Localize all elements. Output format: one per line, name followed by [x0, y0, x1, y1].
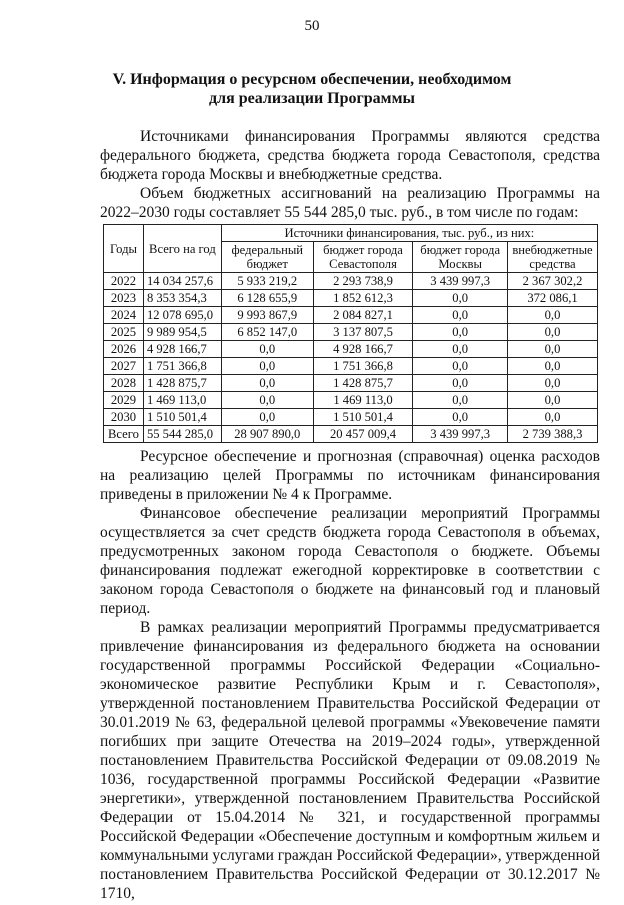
- cell-total: 9 989 954,5: [143, 324, 221, 341]
- table-row: [104, 409, 598, 426]
- cell-offbudget: 0,0: [508, 358, 598, 375]
- cell-moscow: 0,0: [413, 290, 508, 307]
- cell-sevastopol: 2 293 738,9: [313, 273, 413, 290]
- cell-year: 2024: [104, 307, 144, 324]
- page-number: 50: [304, 18, 320, 34]
- intro-block: [100, 127, 600, 222]
- table-row: [104, 358, 598, 375]
- cell-moscow: 3 439 997,3: [413, 426, 508, 443]
- cell-total: 4 928 166,7: [143, 341, 221, 358]
- cell-total: 12 078 695,0: [143, 307, 221, 324]
- cell-sevastopol: 1 510 501,4: [313, 409, 413, 426]
- paragraph-financial-support: Финансовое обеспечение реализации мероприятий Программы осуществляется за счет средств бюджета города Севастополя в объемах, предусмотренных законом города Севастополя о бюджете. Объемы финансирования подлежат ежегодной корректировке в соответствии с законом города Севастополя о бюджете на финансовый год и плановый период.: [100, 505, 600, 617]
- cell-sevastopol: 3 137 807,5: [313, 324, 413, 341]
- table-row: [104, 375, 598, 392]
- cell-offbudget: 0,0: [508, 307, 598, 324]
- paragraph-budget-volume: Объем бюджетных ассигнований на реализацию Программы на 2022–2030 годы составляет 55 544 285,0 тыс. руб., в том числе по годам:: [100, 185, 600, 221]
- paragraph-resource-provision: Ресурсное обеспечение и прогнозная (справочная) оценка расходов на реализацию целей Программы по источникам финансирования приведены в приложении № 4 к Программе.: [100, 448, 600, 503]
- header-years: Годы: [104, 225, 144, 273]
- cell-federal: 0,0: [221, 341, 313, 358]
- table-row-total: [104, 426, 598, 443]
- cell-moscow: 0,0: [413, 307, 508, 324]
- table-row: [104, 324, 598, 341]
- cell-total: 14 034 257,6: [143, 273, 221, 290]
- table-row: [104, 341, 598, 358]
- table-row: [104, 273, 598, 290]
- cell-sevastopol: 1 751 366,8: [313, 358, 413, 375]
- header-federal: федеральный бюджет: [221, 242, 313, 273]
- cell-sevastopol: 2 084 827,1: [313, 307, 413, 324]
- cell-year: Всего: [104, 426, 144, 443]
- section-title-line-1: V. Информация о ресурсном обеспечении, необходимом: [112, 71, 512, 88]
- header-moscow: бюджет города Москвы: [413, 242, 508, 273]
- cell-federal: 9 993 867,9: [221, 307, 313, 324]
- cell-year: 2027: [104, 358, 144, 375]
- cell-federal: 0,0: [221, 392, 313, 409]
- cell-federal: 5 933 219,2: [221, 273, 313, 290]
- cell-sevastopol: 1 852 612,3: [313, 290, 413, 307]
- paragraph-funding-sources: Источниками финансирования Программы являются средства федерального бюджета, средства бюджета города Севастополя, средства бюджета города Москвы и внебюджетные средства.: [100, 128, 600, 183]
- cell-offbudget: 372 086,1: [508, 290, 598, 307]
- header-sevastopol: бюджет города Севастополя: [313, 242, 413, 273]
- cell-sevastopol: 4 928 166,7: [313, 341, 413, 358]
- cell-moscow: 0,0: [413, 375, 508, 392]
- cell-federal: 0,0: [221, 375, 313, 392]
- cell-moscow: 0,0: [413, 409, 508, 426]
- cell-year: 2028: [104, 375, 144, 392]
- cell-total: 8 353 354,3: [143, 290, 221, 307]
- cell-offbudget: 0,0: [508, 392, 598, 409]
- body-block: [100, 447, 600, 903]
- cell-year: 2023: [104, 290, 144, 307]
- cell-federal: 28 907 890,0: [221, 426, 313, 443]
- cell-year: 2026: [104, 341, 144, 358]
- header-total: Всего на год: [143, 225, 221, 273]
- table-row: [104, 290, 598, 307]
- cell-sevastopol: 1 428 875,7: [313, 375, 413, 392]
- cell-sevastopol: 1 469 113,0: [313, 392, 413, 409]
- cell-offbudget: 0,0: [508, 375, 598, 392]
- cell-federal: 0,0: [221, 358, 313, 375]
- cell-offbudget: 2 367 302,2: [508, 273, 598, 290]
- cell-federal: 6 128 655,9: [221, 290, 313, 307]
- cell-moscow: 0,0: [413, 324, 508, 341]
- table-row: [104, 307, 598, 324]
- cell-total: 1 751 366,8: [143, 358, 221, 375]
- cell-total: 1 510 501,4: [143, 409, 221, 426]
- cell-total: 55 544 285,0: [143, 426, 221, 443]
- financing-table: [103, 224, 598, 443]
- cell-moscow: 3 439 997,3: [413, 273, 508, 290]
- table-row: [104, 392, 598, 409]
- cell-year: 2025: [104, 324, 144, 341]
- cell-offbudget: 2 739 388,3: [508, 426, 598, 443]
- cell-total: 1 469 113,0: [143, 392, 221, 409]
- section-title: [40, 70, 584, 108]
- cell-sevastopol: 20 457 009,4: [313, 426, 413, 443]
- cell-offbudget: 0,0: [508, 324, 598, 341]
- header-offbudget: внебюджетные средства: [508, 242, 598, 273]
- cell-moscow: 0,0: [413, 392, 508, 409]
- cell-offbudget: 0,0: [508, 409, 598, 426]
- cell-offbudget: 0,0: [508, 341, 598, 358]
- cell-year: 2022: [104, 273, 144, 290]
- paragraph-federal-funding: В рамках реализации мероприятий Программы предусматривается привлечение финансирования из федерального бюджета на основании государственной программы Российской Федерации «Социально-экономическое развитие Республики Крым и г. Севастополя», утвержденной постановлением Правительства Российской Федерации от 30.01.2019 № 63, федеральной целевой программы «Увековечение памяти погибших при защите Отечества на 2019–2024 годы», утвержденной постановлением Правительства Российской Федерации от 09.08.2019 № 1036, государственной программы Российской Федерации «Развитие энергетики», утвержденной постановлением Правительства Российской Федерации от 15.04.2014 № 321, и государственной программы Российской Федерации «Обеспечение доступным и комфортным жильем и коммунальными услугами граждан Российской Федерации», утвержденной постановлением Правительства Российской Федерации от 30.12.2017 № 1710,: [100, 619, 600, 902]
- cell-moscow: 0,0: [413, 358, 508, 375]
- cell-total: 1 428 875,7: [143, 375, 221, 392]
- cell-year: 2029: [104, 392, 144, 409]
- cell-federal: 6 852 147,0: [221, 324, 313, 341]
- cell-federal: 0,0: [221, 409, 313, 426]
- cell-year: 2030: [104, 409, 144, 426]
- section-title-line-2: для реализации Программы: [209, 90, 415, 107]
- cell-moscow: 0,0: [413, 341, 508, 358]
- header-sources-group: Источники финансирования, тыс. руб., из них:: [221, 225, 597, 242]
